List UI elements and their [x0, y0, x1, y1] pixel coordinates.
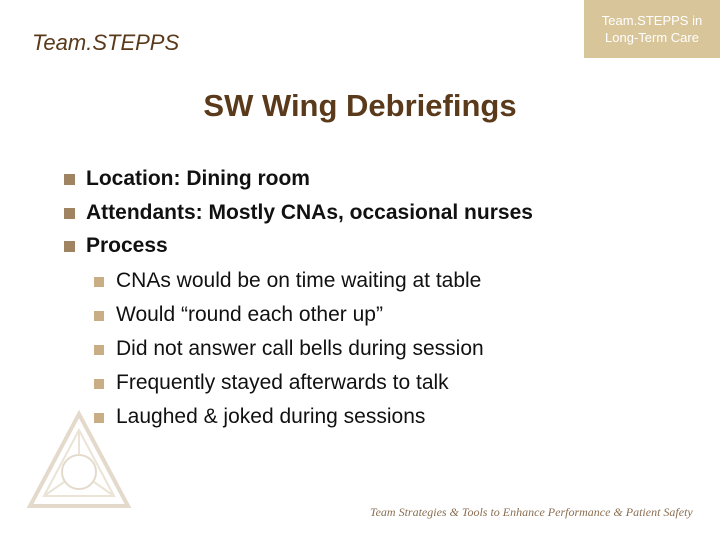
sub-bullet-text: Laughed & joked during sessions: [116, 405, 426, 428]
sub-bullet-text: Would “round each other up”: [116, 303, 383, 326]
sub-bullet-square-icon: [94, 345, 104, 355]
teamstepps-triangle-emblem-icon: [24, 408, 134, 518]
sub-bullet-item: [116, 370, 706, 396]
bullet-text: Attendants: Mostly CNAs, occasional nurses: [86, 201, 533, 224]
bullet-square-icon: [64, 241, 75, 252]
sub-bullet-item: [116, 404, 706, 430]
sub-bullet-square-icon: [94, 379, 104, 389]
bullet-square-icon: [64, 174, 75, 185]
sub-bullet-item: [116, 336, 706, 362]
sub-bullet-item: [116, 302, 706, 328]
corner-banner-label: Team.STEPPS in Long-Term Care: [601, 13, 703, 45]
bullet-item: [86, 233, 706, 259]
bullet-item: [86, 166, 706, 192]
bullet-text: Process: [86, 234, 168, 257]
sub-bullet-text: CNAs would be on time waiting at table: [116, 269, 482, 292]
bullet-item: [86, 200, 706, 226]
sub-bullet-item: [116, 268, 706, 294]
sub-bullet-text: Did not answer call bells during session: [116, 337, 484, 360]
slide-title: SW Wing Debriefings: [203, 88, 517, 123]
sub-bullet-text: Frequently stayed afterwards to talk: [116, 371, 449, 394]
bullet-square-icon: [64, 208, 75, 219]
sub-bullet-square-icon: [94, 311, 104, 321]
footer-tagline: Team Strategies & Tools to Enhance Performance & Patient Safety: [370, 505, 693, 519]
brand-logo-text: Team.STEPPS: [32, 30, 180, 55]
sub-bullet-square-icon: [94, 277, 104, 287]
bullet-text: Location: Dining room: [86, 167, 310, 190]
